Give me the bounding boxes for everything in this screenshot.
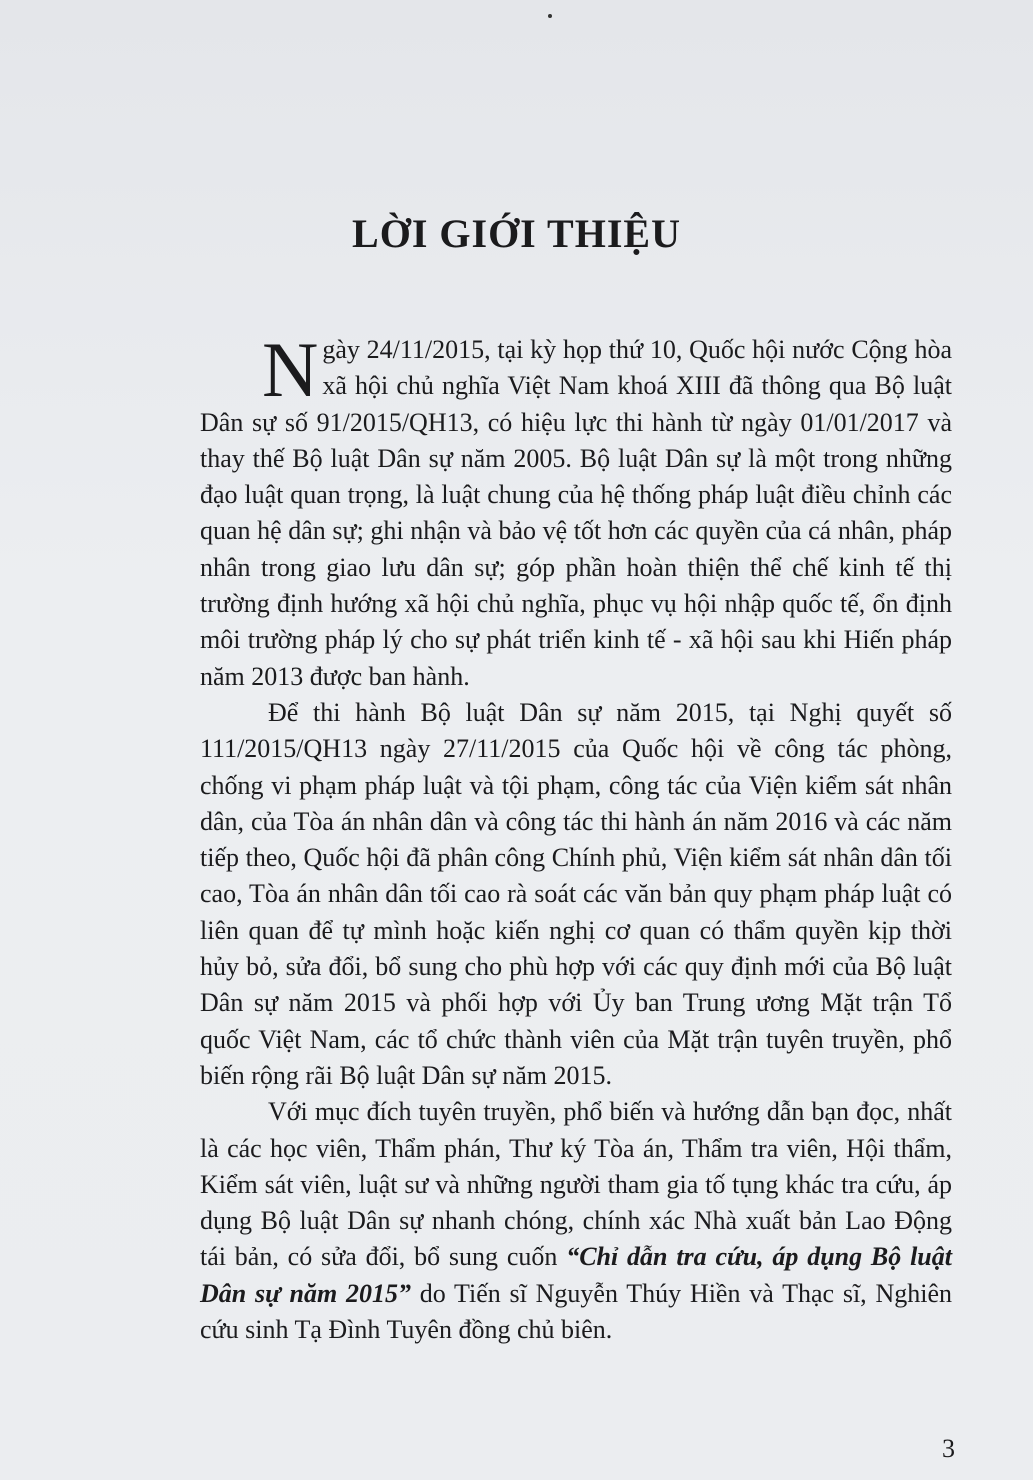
- drop-cap: N: [262, 326, 319, 413]
- paragraph-1-text: gày 24/11/2015, tại kỳ họp thứ 10, Quốc hội nước Cộng hòa xã hội chủ nghĩa Việt Nam khoá XIII đã thông qua Bộ luật Dân sự số 91/2015/QH13, có hiệu lực thi hành từ ngày 01/01/2017 và thay thế Bộ luật Dân sự năm 2005. Bộ luật Dân sự là một trong những đạo luật quan trọng, là luật chung của hệ thống pháp luật điều chỉnh các quan hệ dân sự; ghi nhận và bảo vệ tốt hơn các quyền của cá nhân, pháp nhân trong giao lưu dân sự; góp phần hoàn thiện thể chế kinh tế thị trường định hướng xã hội chủ nghĩa, phục vụ hội nhập quốc tế, ổn định môi trường pháp lý cho sự phát triển kinh tế - xã hội sau khi Hiến pháp năm 2013 được ban hành.: [200, 335, 952, 691]
- paragraph-3-text-end: do Tiến sĩ Nguyễn Thúy Hiền và Thạc sĩ, Nghiên cứu sinh Tạ Đình Tuyên đồng chủ biên.: [200, 1278, 952, 1345]
- introduction-body: [200, 326, 952, 1348]
- page-number: 3: [942, 1434, 955, 1463]
- paragraph-3-text-start: Với mục đích tuyên truyền, phổ biến và hướng dẫn bạn đọc, nhất là các học viên, Thẩm phán, Thư ký Tòa án, Thẩm tra viên, Hội thẩm, Kiểm sát viên, luật sư và những người tham gia tố tụng khác tra cứu, áp dụng Bộ luật Dân sự nhanh chóng, chính xác Nhà xuất bản Lao Động tái bản, có sửa đổi, bổ sung cuốn: [200, 1097, 952, 1272]
- paragraph-2: Để thi hành Bộ luật Dân sự năm 2015, tại Nghị quyết số 111/2015/QH13 ngày 27/11/2015 của Quốc hội về công tác phòng, chống vi phạm pháp luật và tội phạm, công tác của Viện kiểm sát nhân dân, của Tòa án nhân dân và công tác thi hành án năm 2016 và các năm tiếp theo, Quốc hội đã phân công Chính phủ, Viện kiểm sát nhân dân tối cao, Tòa án nhân dân tối cao rà soát các văn bản quy phạm pháp luật có liên quan để tự mình hoặc kiến nghị cơ quan có thẩm quyền kịp thời hủy bỏ, sửa đổi, bổ sung cho phù hợp với các quy định mới của Bộ luật Dân sự năm 2015 và phối hợp với Ủy ban Trung ương Mặt trận Tổ quốc Việt Nam, các tổ chức thành viên của Mặt trận tuyên truyền, phổ biến rộng rãi Bộ luật Dân sự năm 2015.: [200, 697, 952, 1090]
- page-title: LỜI GIỚI THIỆU: [352, 211, 681, 256]
- paragraph-1: [200, 326, 952, 695]
- ink-speck: [548, 14, 552, 18]
- book-title: “Chỉ dẫn tra cứu, áp dụng Bộ luật Dân sự năm 2015”: [200, 1242, 952, 1308]
- paragraph-3: [200, 1094, 952, 1348]
